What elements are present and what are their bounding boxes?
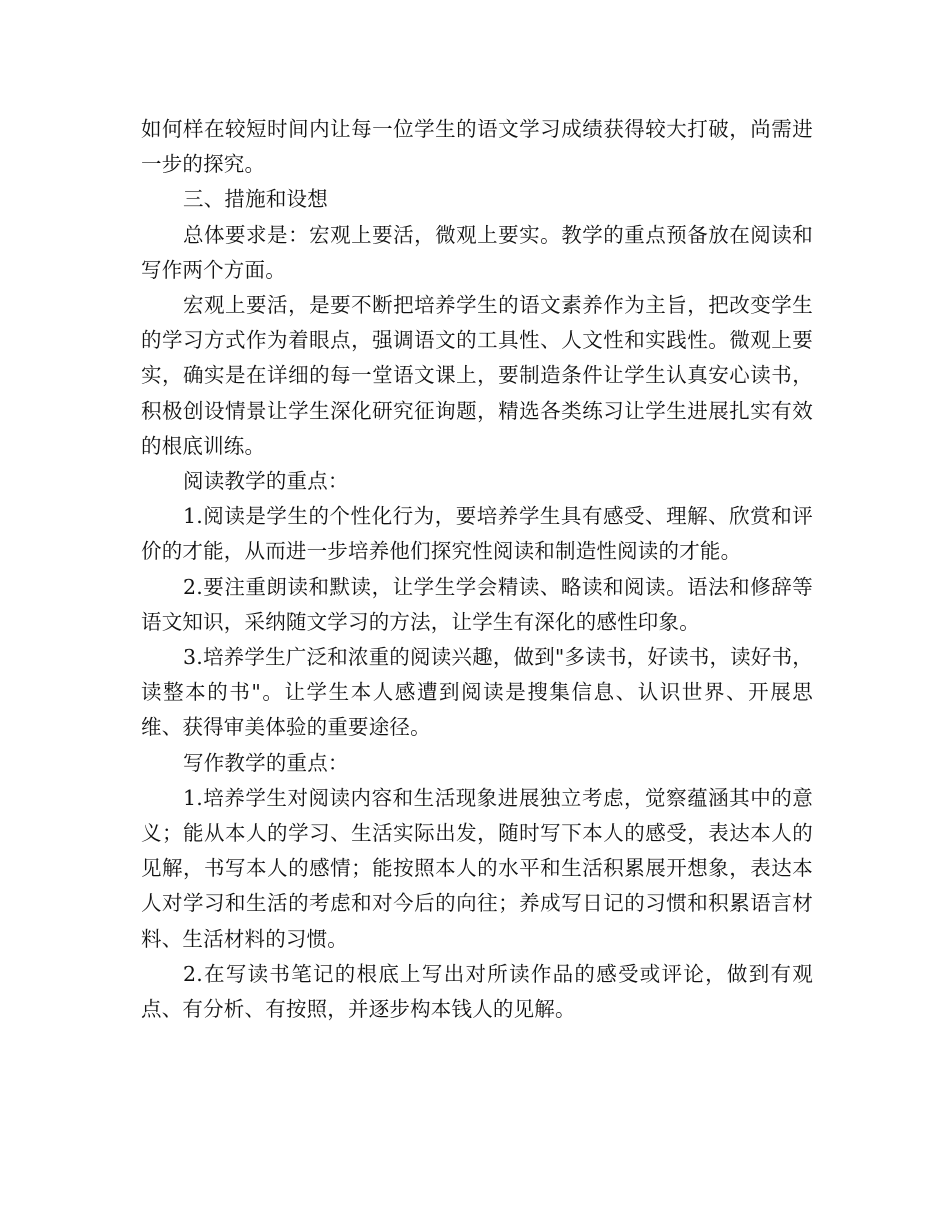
list-item-reading-1: 1.阅读是学生的个性化行为，要培养学生具有感受、理解、欣赏和评价的才能，从而进一步培养他们探究性阅读和制造性阅读的才能。 [141, 504, 813, 564]
paragraph-macro-micro: 宏观上要活，是要不断把培养学生的语文素养作为主旨，把改变学生的学习方式作为着眼点，强调语文的工具性、人文性和实践性。微观上要实，确实是在详细的每一堂语文课上，要制造条件让学生认真安心读书，积极创设情景让学生深化研究征询题，精选各类练习让学生进展扎实有效的根底训练。 [141, 293, 813, 458]
paragraph-continuation: 如何样在较短时间内让每一位学生的语文学习成绩获得较大打破，尚需进一步的探究。 [141, 117, 813, 177]
paragraph-overall-requirements: 总体要求是：宏观上要活，微观上要实。教学的重点预备放在阅读和写作两个方面。 [141, 222, 813, 282]
list-item-reading-3: 3.培养学生广泛和浓重的阅读兴趣，做到"多读书，好读书，读好书，读整本的书"。让学生本人感遭到阅读是搜集信息、认识世界、开展思维、获得审美体验的重要途径。 [141, 645, 813, 740]
list-item-reading-2: 2.要注重朗读和默读，让学生学会精读、略读和阅读。语法和修辞等语文知识，采纳随文学习的方法，让学生有深化的感性印象。 [141, 574, 813, 634]
list-item-writing-1: 1.培养学生对阅读内容和生活现象进展独立考虑，觉察蕴涵其中的意义；能从本人的学习、生活实际出发，随时写下本人的感受，表达本人的见解，书写本人的感情；能按照本人的水平和生活积累展开想象，表达本人对学习和生活的考虑和对今后的向往；养成写日记的习惯和积累语言材料、生活材料的习惯。 [141, 785, 813, 951]
list-item-writing-2: 2.在写读书笔记的根底上写出对所读作品的感受或评论，做到有观点、有分析、有按照，并逐步构本钱人的见解。 [141, 961, 813, 1022]
subheading-reading-focus: 阅读教学的重点： [183, 469, 349, 494]
section-heading-measures: 三、措施和设想 [183, 187, 328, 212]
subheading-writing-focus: 写作教学的重点： [183, 750, 349, 775]
document-page [141, 112, 813, 1027]
